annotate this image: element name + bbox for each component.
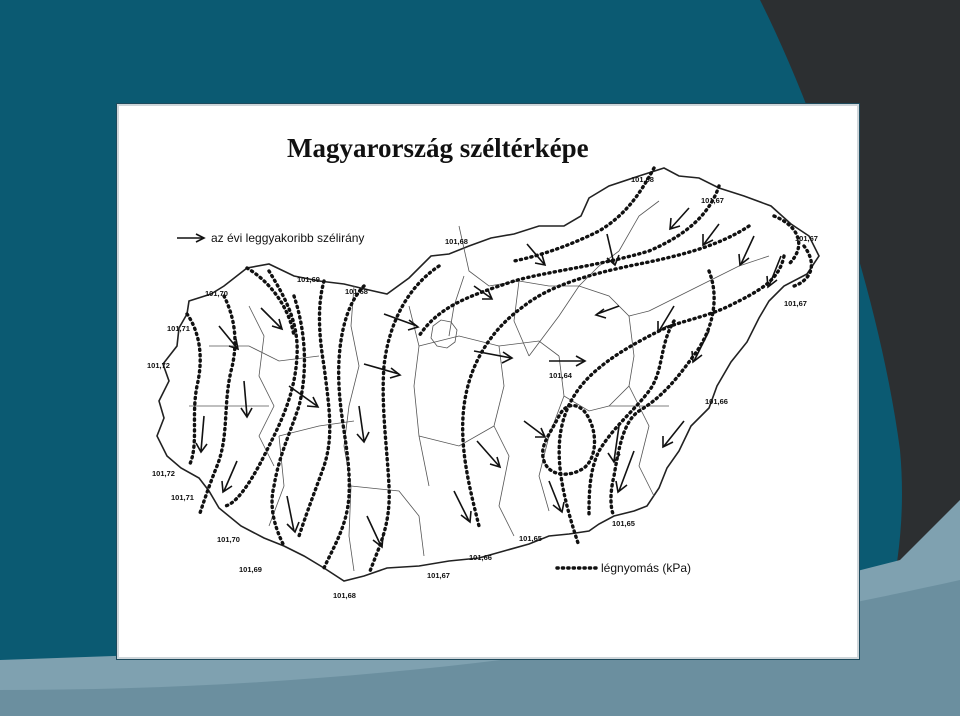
isobar-label: 101,64 [549, 371, 572, 380]
wind-arrow [549, 356, 585, 366]
isobar-label: 101,72 [152, 469, 175, 478]
wind-arrow [596, 306, 619, 318]
isobar-label: 101,69 [239, 565, 262, 574]
country-border [157, 168, 819, 581]
isobar-label: 101,67 [427, 571, 450, 580]
wind-arrow [287, 496, 299, 532]
isobar-label: 101,67 [701, 196, 724, 205]
isobar-label: 101,69 [297, 275, 320, 284]
isobar-label: 101,70 [205, 289, 228, 298]
isobar-label: 101,67 [795, 234, 818, 243]
wind-arrow [261, 308, 282, 329]
wind-arrow [222, 461, 237, 492]
legend-pressure-label: légnyomás (kPa) [601, 561, 692, 575]
legend-pressure [557, 561, 691, 575]
wind-arrow [670, 208, 689, 229]
isobar-label: 101,71 [171, 493, 194, 502]
wind-arrow [454, 491, 471, 522]
isobar-label: 101,68 [631, 175, 654, 184]
wind-arrow [357, 406, 369, 442]
wind-arrow [663, 421, 684, 447]
wind-arrow [616, 451, 634, 492]
isobar-label: 101,65 [519, 534, 542, 543]
isobar-label: 101,66 [469, 553, 492, 562]
isobar-label: 101,70 [217, 535, 240, 544]
isobar-label: 101,72 [147, 361, 170, 370]
isobar-label: 101,65 [612, 519, 635, 528]
map-title: Magyarország széltérképe [287, 133, 589, 163]
county-boundaries [189, 201, 769, 571]
isobar-label: 101,68 [345, 287, 368, 296]
wind-arrows [196, 208, 781, 547]
wind-arrow [477, 441, 500, 467]
wind-arrow [364, 364, 400, 378]
isobars [187, 168, 811, 574]
wind-arrow [692, 331, 709, 362]
legend-wind [177, 231, 364, 245]
wind-map [119, 106, 857, 657]
isobar-label: 101,71 [167, 324, 190, 333]
budapest-outline [431, 320, 457, 348]
wind-arrow [241, 381, 252, 417]
isobar-label: 101,68 [445, 237, 468, 246]
legend-wind-label: az évi leggyakoribb szélirány [211, 231, 365, 245]
isobar-label: 101,66 [705, 397, 728, 406]
wind-arrow [607, 234, 619, 265]
wind-arrow [739, 236, 754, 265]
wind-arrow [196, 416, 207, 452]
isobar-label: 101,68 [333, 591, 356, 600]
isobar-label: 101,67 [784, 299, 807, 308]
map-panel [117, 104, 859, 659]
wind-arrow [524, 421, 545, 437]
